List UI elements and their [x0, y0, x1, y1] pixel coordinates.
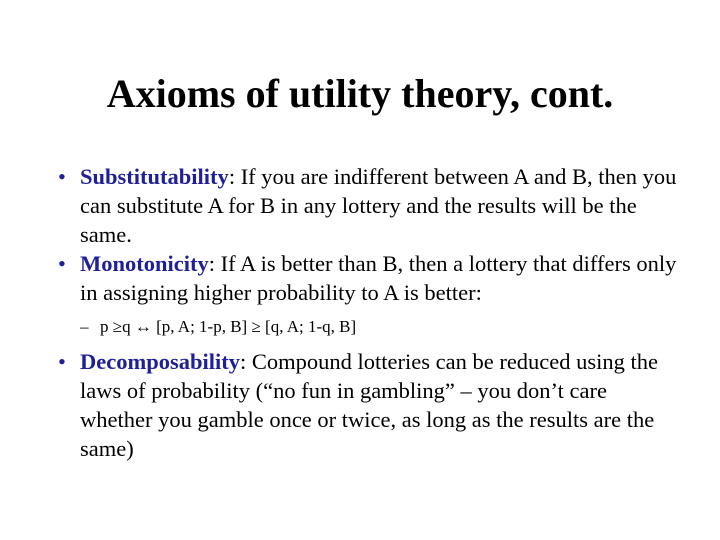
- bullet-marker: •: [58, 349, 66, 374]
- bullet-substitutability: [58, 162, 678, 249]
- bullet-monotonicity: [58, 249, 678, 307]
- bullet-decomposability: [58, 347, 678, 463]
- formula-text: p ≥q ↔ [p, A; 1-p, B] ≥ [q, A; 1-q, B]: [100, 317, 357, 336]
- bullet-marker: •: [58, 164, 66, 189]
- bullet-text: : If you are indifferent between A and B, then you can substitute A for B in any lottery and the results will be the same.: [80, 164, 677, 247]
- sub-bullet-marker: –: [80, 317, 89, 336]
- bullet-text: : If A is better than B, then a lottery that differs only in assigning higher probability to A is better:: [80, 251, 677, 305]
- bullet-term: Substitutability: [80, 164, 229, 189]
- bullet-list: [58, 162, 678, 463]
- slide-title: Axioms of utility theory, cont.: [106, 71, 614, 116]
- bullet-marker: •: [58, 251, 66, 276]
- bullet-text: : Compound lotteries can be reduced using the laws of probability (“no fun in gambling” – you don’t care whether you gamble once or twice, as long as the results are the same): [80, 349, 659, 461]
- bullet-term: Decomposability: [80, 349, 240, 374]
- bullet-term: Monotonicity: [80, 251, 209, 276]
- sub-bullet-monotonicity-formula: [58, 315, 678, 339]
